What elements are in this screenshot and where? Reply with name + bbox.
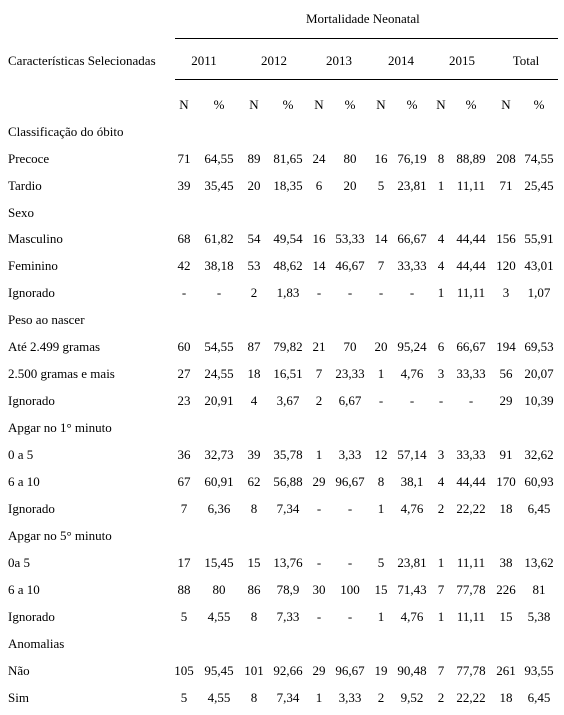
group-title: Mortalidade Neonatal: [306, 11, 420, 26]
row-label: 2.500 gramas e mais: [8, 366, 115, 381]
row-label: Até 2.499 gramas: [8, 339, 101, 354]
row-label: 0a 5: [8, 555, 31, 570]
row-label: Precoce: [8, 151, 50, 166]
row-label: Não: [8, 663, 30, 678]
row-label: 6 a 10: [8, 582, 40, 597]
row-label: Masculino: [8, 231, 63, 246]
row-label: Ignorado: [8, 609, 55, 624]
row-label: 0 a 5: [8, 447, 34, 462]
row-label: 6 a 10: [8, 474, 40, 489]
row-label-header: Características Selecionadas: [8, 53, 156, 68]
row-label: Ignorado: [8, 393, 55, 408]
section-heading: Peso ao nascer: [8, 312, 85, 327]
row-label: Feminino: [8, 258, 58, 273]
section-heading: Apgar no 5° minuto: [8, 528, 112, 543]
row-label: Tardio: [8, 178, 42, 193]
section-heading: Sexo: [8, 205, 34, 220]
row-label: Ignorado: [8, 285, 55, 300]
section-heading: Anomalias: [8, 636, 65, 651]
section-heading: Apgar no 1° minuto: [8, 420, 112, 435]
table-page: Mortalidade Neonatal Características Selecionadas 2011 2012 2013 2014 2015 Total N % N % N % N % N % N % Classificação do óbito Precoce 71 64,55 89 81,65 24 80 16 76,19 8 88,89 208 74,55 Tardio 39 35,45 20 18,35 6 20 5 23,81 1 11,11 71 25,45 Sexo Masculino 68 61,82 54 49,54 16 53,33 14 66,67 4 44,44 156 55,91 Feminino 42 38,18 53 48,62 14 46,67 7 33,33 4 44,44 120 43,01 Ignorado - - 2 1,83 - - - - 1 11,11 3 1,07 Peso ao nascer Até 2.499 gramas 60 54,55 87 79,82 21 70 20 95,24 6 66,67 194 69,53 2.500 gramas e mais 27 24,55 18 16,51 7 23,33 1 4,76 3 33,33 56 20,07 Ignorado 23 20,91 4 3,67 2 6,67 - - - - 29 10,39 Apgar no 1° minuto 0 a 5 36 32,73 39 35,78 1 3,33 12 57,14 3 33,33 91 32,62 6 a 10 67 60,91 62 56,88 29 96,67 8 38,1 4 44,44 170 60,93 Ignorado 7 6,36 8 7,34 - - 1 4,76 2 22,22 18 6,45 Apgar no 5° minuto 0a 5 17 15,45 15 13,76 - - 5 23,81 1 11,11 38 13,62 6 a 10 88 80 86 78,9 30 100 15 71,43 7 77,78 226 81 Ignorado 5 4,55 8 7,33 - - 1 4,76 1 11,11 15 5,38 Anomalias Não 105 95,45 101 92,66 29 96,67 19 90,48 7 77,78 261 93,55 Sim 5 4,55 8 7,34 1 3,33 2 9,52 2 22,22 18 6,45: [0, 0, 564, 715]
row-label: Sim: [8, 690, 29, 705]
section-heading: Classificação do óbito: [8, 124, 124, 139]
header-rule-bottom: [175, 79, 558, 80]
row-label: Ignorado: [8, 501, 55, 516]
header-rule-top: [175, 38, 558, 39]
